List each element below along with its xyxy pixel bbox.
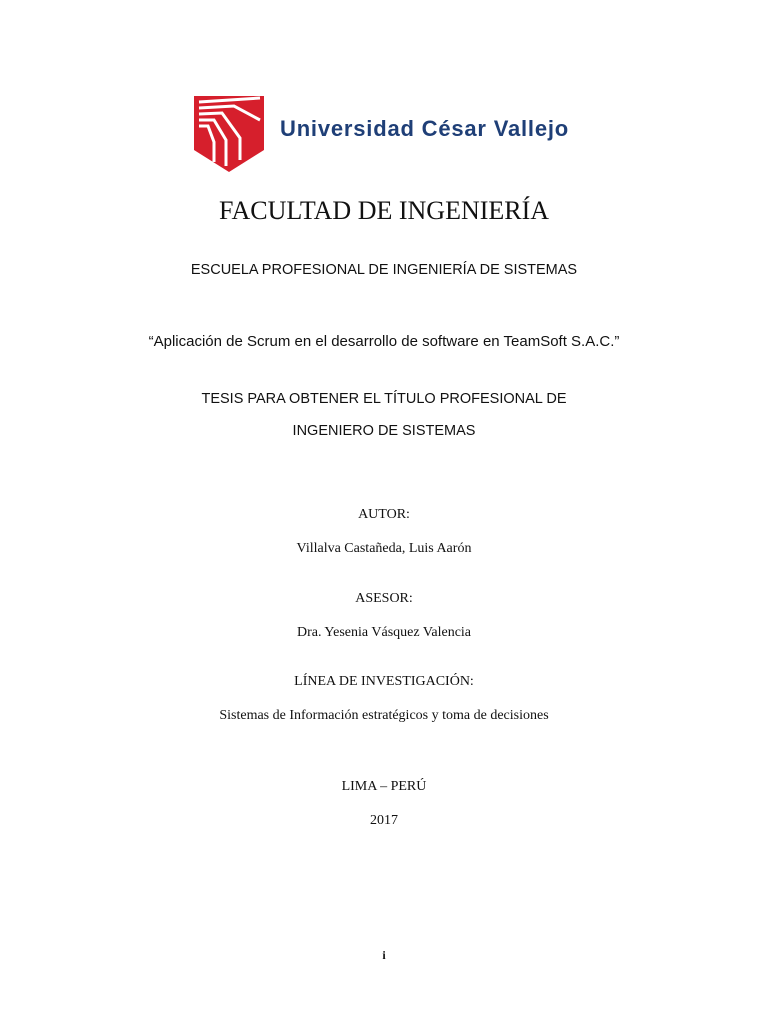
degree-line-2: INGENIERO DE SISTEMAS [292, 423, 476, 439]
university-logo [192, 94, 592, 174]
page-number: i [382, 948, 386, 962]
year: 2017 [370, 813, 398, 828]
research-line-value: Sistemas de Información estratégicos y toma de decisiones [219, 708, 549, 723]
research-line-label: LÍNEA DE INVESTIGACIÓN: [294, 674, 474, 689]
place: LIMA – PERÚ [341, 779, 427, 794]
school-name: ESCUELA PROFESIONAL DE INGENIERÍA DE SISTEMAS [190, 262, 578, 278]
university-name: Universidad César Vallejo [280, 116, 570, 141]
author-label: AUTOR: [358, 507, 410, 522]
author-name: Villalva Castañeda, Luis Aarón [296, 541, 472, 556]
advisor-name: Dra. Yesenia Vásquez Valencia [296, 625, 472, 640]
degree-line-1: TESIS PARA OBTENER EL TÍTULO PROFESIONAL DE [201, 391, 567, 407]
ucv-shield-logo-icon [192, 94, 272, 174]
thesis-title: “Aplicación de Scrum en el desarrollo de software en TeamSoft S.A.C.” [148, 333, 620, 350]
faculty-title: FACULTAD DE INGENIERÍA [218, 196, 550, 225]
advisor-label: ASESOR: [355, 591, 413, 606]
